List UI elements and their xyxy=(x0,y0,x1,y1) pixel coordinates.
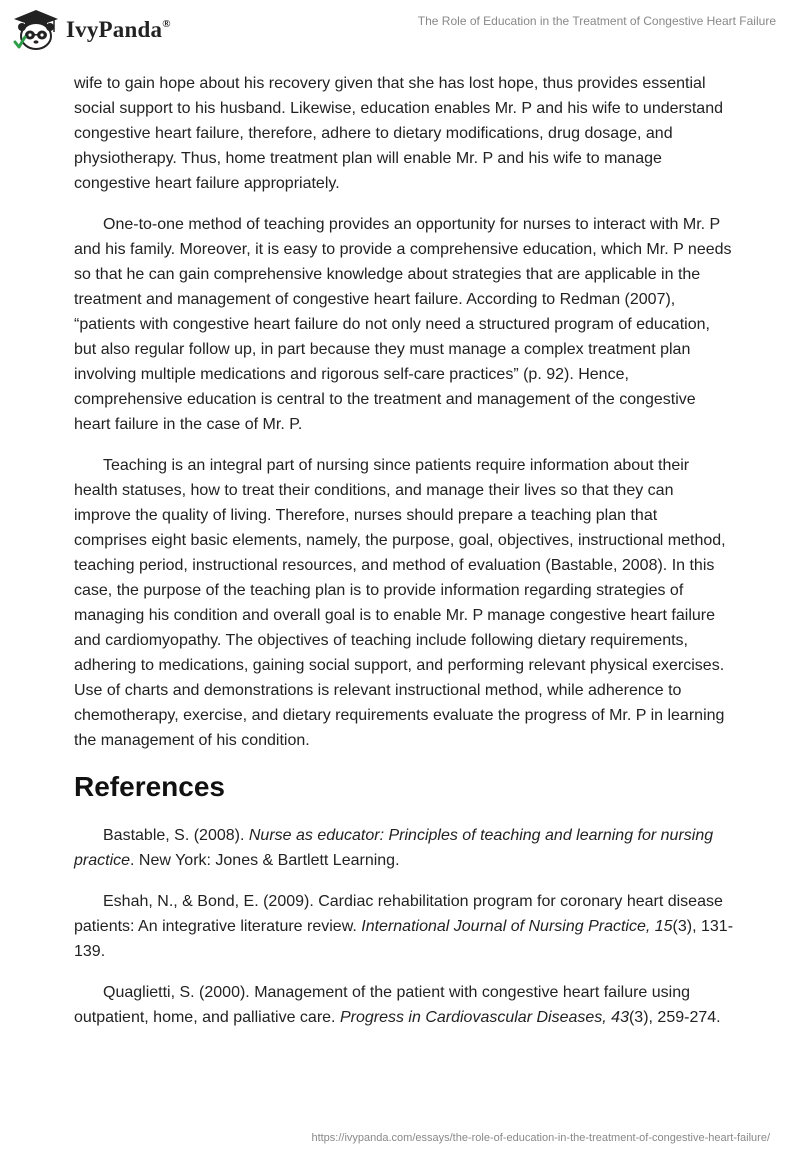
paragraph-continuation: wife to gain hope about his recovery given that she has lost hope, thus provides essential social support to his husband. Likewise, education enables Mr. P and his wife to understand congestive heart failure, therefore, adhere to dietary modifications, drug dosage, and physiotherapy. Thus, home treatment plan will enable Mr. P and his wife to manage congestive heart failure appropriately. xyxy=(74,75,723,192)
reference-item: Eshah, N., & Bond, E. (2009). Cardiac rehabilitation program for coronary heart disease patients: An integrative literature review. International Journal of Nursing Practice, 15(3), 131-139. xyxy=(74,893,734,960)
brand-name: IvyPanda® xyxy=(66,17,171,42)
reference-item: Quaglietti, S. (2000). Management of the patient with congestive heart failure using outpatient, home, and palliative care. Progress in Cardiovascular Diseases, 43(3), 259-274. xyxy=(74,984,721,1026)
panda-graduate-icon xyxy=(12,8,60,52)
document-title: The Role of Education in the Treatment of Congestive Heart Failure xyxy=(417,14,776,28)
paragraph-one-to-one-teaching: One-to-one method of teaching provides an opportunity for nurses to interact with Mr. P and his family. Moreover, it is easy to provide a comprehensive education, which Mr. P needs so that he can gain comprehensive knowledge about strategies that are applicable in the treatment and management of congestive heart failure. According to Redman (2007), “patients with congestive heart failure do not only need a structured program of education, but also regular follow up, in part because they must manage a complex treatment plan involving multiple medications and rigorous self-care practices” (p. 92). Hence, comprehensive education is central to the treatment and management of the congestive heart failure in the case of Mr. P. xyxy=(74,216,732,433)
ivypanda-logo[interactable] xyxy=(12,8,171,52)
essay-body xyxy=(74,71,734,1046)
paragraph-teaching-plan: Teaching is an integral part of nursing since patients require information about their health statuses, how to treat their conditions, and manage their lives so that they can improve the quality of living. Therefore, nurses should prepare a teaching plan that comprises eight basic elements, namely, the purpose, goal, objectives, instructional method, teaching period, instructional resources, and method of evaluation (Bastable, 2008). In this case, the purpose of the teaching plan is to provide information regarding strategies of managing his condition and overall goal is to enable Mr. P manage congestive heart failure and cardiomyopathy. The objectives of teaching include following dietary requirements, adhering to medications, gaining social support, and performing relevant physical exercises. Use of charts and demonstrations is relevant instructional method, while adherence to chemotherapy, exercise, and dietary requirements evaluate the progress of Mr. P in learning the management of his condition. xyxy=(74,457,726,749)
references-heading: References xyxy=(74,771,225,802)
reference-item: Bastable, S. (2008). Nurse as educator: Principles of teaching and learning for nursing practice. New York: Jones & Bartlett Learning. xyxy=(74,827,714,869)
page-header xyxy=(0,0,800,64)
source-url-link[interactable]: https://ivypanda.com/essays/the-role-of-education-in-the-treatment-of-congestive-heart-failure/ xyxy=(311,1132,770,1144)
